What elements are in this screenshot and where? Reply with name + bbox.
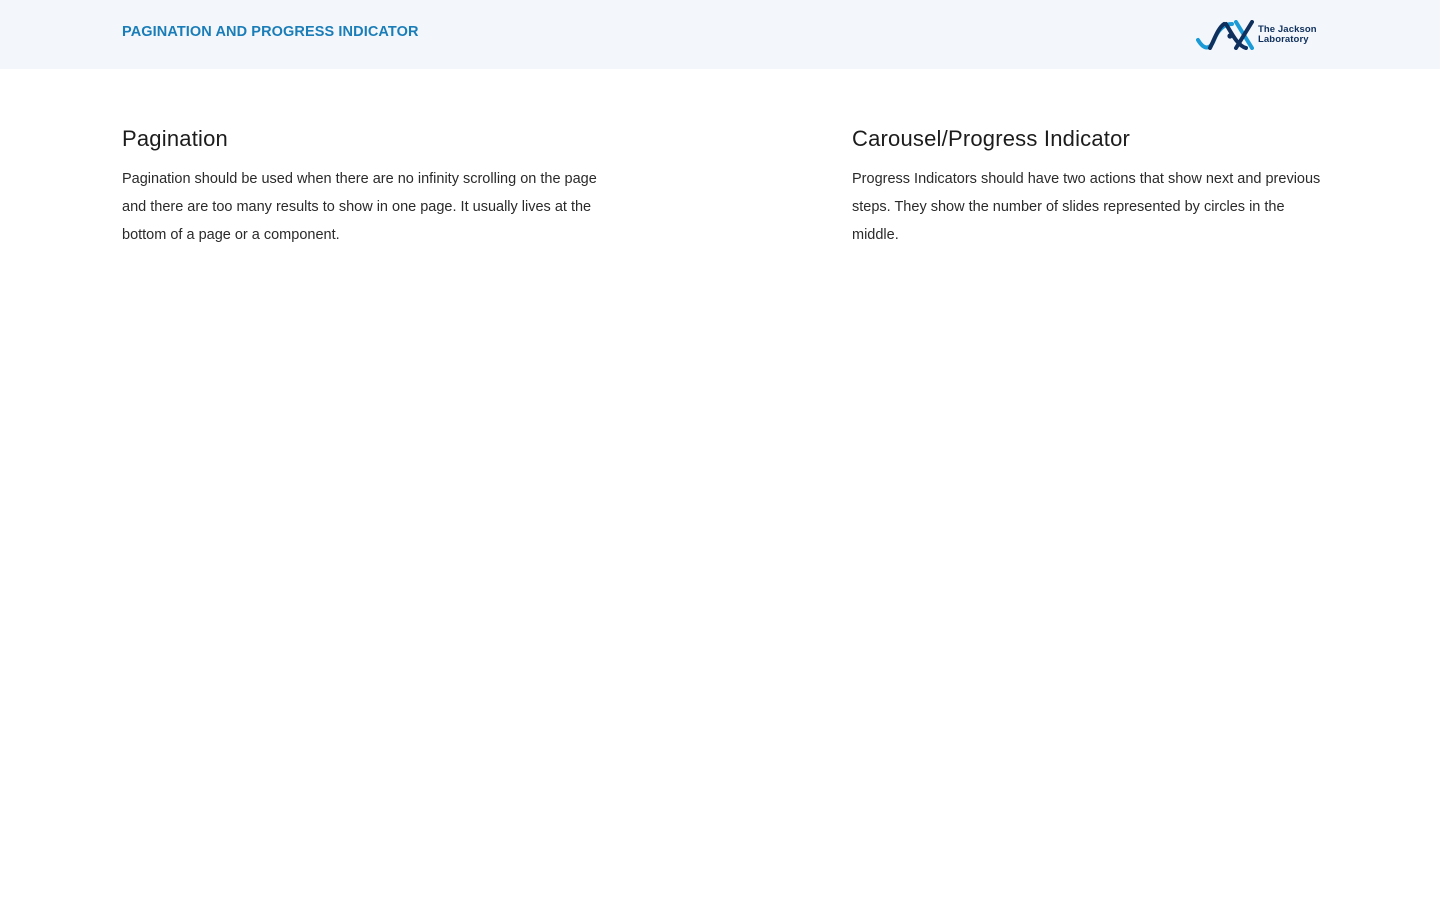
jackson-laboratory-logo[interactable] — [1196, 19, 1320, 51]
jax-helix-logo-icon — [1196, 20, 1254, 50]
logo-wordmark — [1258, 25, 1317, 45]
section-body-progress-indicator: Progress Indicators should have two actions that show next and previous steps. They show the number of slides represented by circles in the middle. — [852, 171, 1321, 243]
logo-line-2: Laboratory — [1258, 34, 1309, 45]
page-title: PAGINATION AND PROGRESS INDICATOR — [122, 24, 419, 40]
section-body-pagination: Pagination should be used when there are no infinity scrolling on the page and there are too many results to show in one page. It usually lives at the bottom of a page or a component. — [122, 171, 597, 243]
logo-line-1: The Jackson — [1258, 24, 1317, 35]
section-title-progress-indicator: Carousel/Progress Indicator — [852, 126, 1131, 151]
page-header — [0, 0, 1440, 69]
progress-indicator-section — [852, 124, 1322, 249]
pagination-section — [122, 124, 602, 249]
section-title-pagination: Pagination — [122, 126, 228, 151]
